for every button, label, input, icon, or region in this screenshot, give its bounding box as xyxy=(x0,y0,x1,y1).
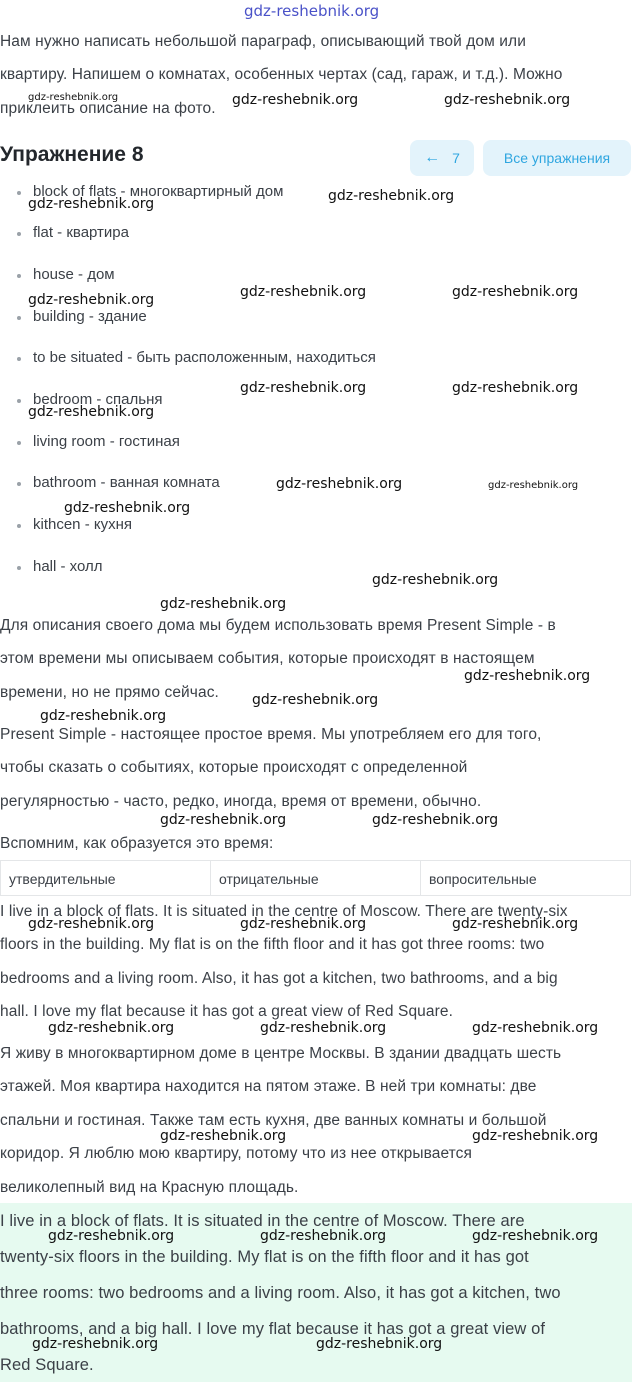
site-watermark: gdz-reshebnik.org xyxy=(64,500,191,516)
answer-line: bathrooms, and a big hall. I love my flat because it has got a great view of xyxy=(0,1320,546,1338)
site-watermark: gdz-reshebnik.org xyxy=(472,1020,599,1036)
exercise-title: Упражнение 8 xyxy=(0,143,144,166)
text-ru-line: этажей. Моя квартира находится на пятом этаже. В ней три комнаты: две xyxy=(0,1078,537,1095)
site-watermark: gdz-reshebnik.org xyxy=(452,916,579,932)
table-header: вопросительные xyxy=(429,871,537,887)
site-watermark: gdz-reshebnik.org xyxy=(328,188,455,204)
site-watermark: gdz-reshebnik.org xyxy=(444,92,571,108)
grammar-line: Вспомним, как образуется это время: xyxy=(0,835,274,852)
tense-table xyxy=(0,860,631,896)
grammar-line: этом времени мы описываем события, которые происходят в настоящем xyxy=(0,650,535,667)
answer-line: I live in a block of flats. It is situated in the centre of Moscow. There are xyxy=(0,1212,525,1230)
site-watermark: gdz-reshebnik.org xyxy=(244,2,380,20)
answer-line: Red Square. xyxy=(0,1356,94,1374)
grammar-line: Present Simple - настоящее простое время. Мы употребляем его для того, xyxy=(0,726,542,743)
text-en-line: bedrooms and a living room. Also, it has got a kitchen, two bathrooms, and a big xyxy=(0,970,558,987)
site-watermark: gdz-reshebnik.org xyxy=(240,284,367,300)
site-watermark: gdz-reshebnik.org xyxy=(240,916,367,932)
site-watermark: gdz-reshebnik.org xyxy=(472,1128,599,1144)
intro-line: приклеить описание на фото. xyxy=(0,100,216,117)
text-en-line: I live in a block of flats. It is situated in the centre of Moscow. There are twenty-six xyxy=(0,903,568,920)
text-ru-line: великолепный вид на Красную площадь. xyxy=(0,1179,299,1196)
site-watermark: gdz-reshebnik.org xyxy=(316,1336,443,1352)
site-watermark: gdz-reshebnik.org xyxy=(260,1020,387,1036)
site-watermark: gdz-reshebnik.org xyxy=(160,1128,287,1144)
arrow-left-icon: ← xyxy=(424,149,441,166)
text-ru-line: коридор. Я люблю мою квартиру, потому что из нее открывается xyxy=(0,1145,473,1162)
site-watermark: gdz-reshebnik.org xyxy=(232,92,359,108)
grammar-line: чтобы сказать о событиях, которые происходят с определенной xyxy=(0,759,468,776)
site-watermark: gdz-reshebnik.org xyxy=(372,572,499,588)
site-watermark: gdz-reshebnik.org xyxy=(372,812,499,828)
answer-line: three rooms: two bedrooms and a living room. Also, it has got a kitchen, two xyxy=(0,1284,561,1302)
prev-exercise-button[interactable] xyxy=(410,140,474,176)
site-watermark: gdz-reshebnik.org xyxy=(488,480,579,491)
site-watermark: gdz-reshebnik.org xyxy=(260,1228,387,1244)
site-watermark: gdz-reshebnik.org xyxy=(276,476,403,492)
grammar-line: регулярностью - часто, редко, иногда, время от времени, обычно. xyxy=(0,793,482,810)
answer-line: twenty-six floors in the building. My flat is on the fifth floor and it has got xyxy=(0,1248,529,1266)
site-watermark: gdz-reshebnik.org xyxy=(28,196,155,212)
site-watermark: gdz-reshebnik.org xyxy=(452,380,579,396)
site-watermark: gdz-reshebnik.org xyxy=(28,916,155,932)
table-header: отрицательные xyxy=(211,861,421,895)
grammar-line: времени, но не прямо сейчас. xyxy=(0,684,219,701)
site-watermark: gdz-reshebnik.org xyxy=(452,284,579,300)
site-watermark: gdz-reshebnik.org xyxy=(252,692,379,708)
site-watermark: gdz-reshebnik.org xyxy=(160,812,287,828)
site-watermark: gdz-reshebnik.org xyxy=(472,1228,599,1244)
text-en-line: floors in the building. My flat is on the fifth floor and it has got three rooms: two xyxy=(0,936,545,953)
site-watermark: gdz-reshebnik.org xyxy=(464,668,591,684)
site-watermark: gdz-reshebnik.org xyxy=(240,380,367,396)
all-exercises-button[interactable]: Все упражнения xyxy=(483,140,631,176)
site-watermark: gdz-reshebnik.org xyxy=(28,92,119,103)
site-watermark: gdz-reshebnik.org xyxy=(48,1020,175,1036)
text-ru-line: Я живу в многоквартирном доме в центре Москвы. В здании двадцать шесть xyxy=(0,1045,562,1062)
intro-line: Нам нужно написать небольшой параграф, описывающий твой дом или xyxy=(0,33,526,50)
text-ru-line: спальни и гостиная. Также там есть кухня, две ванных комнаты и большой xyxy=(0,1112,547,1129)
prev-exercise-label: 7 xyxy=(452,150,460,166)
grammar-line: Для описания своего дома мы будем использовать время Present Simple - в xyxy=(0,617,556,634)
table-header: утвердительные xyxy=(1,861,211,895)
site-watermark: gdz-reshebnik.org xyxy=(40,708,167,724)
site-watermark: gdz-reshebnik.org xyxy=(32,1336,159,1352)
site-watermark: gdz-reshebnik.org xyxy=(48,1228,175,1244)
text-en-line: hall. I love my flat because it has got a great view of Red Square. xyxy=(0,1003,453,1020)
site-watermark: gdz-reshebnik.org xyxy=(28,404,155,420)
site-watermark: gdz-reshebnik.org xyxy=(160,596,287,612)
intro-line: квартиру. Напишем о комнатах, особенных чертах (сад, гараж, и т.д.). Можно xyxy=(0,66,563,83)
site-watermark: gdz-reshebnik.org xyxy=(28,292,155,308)
